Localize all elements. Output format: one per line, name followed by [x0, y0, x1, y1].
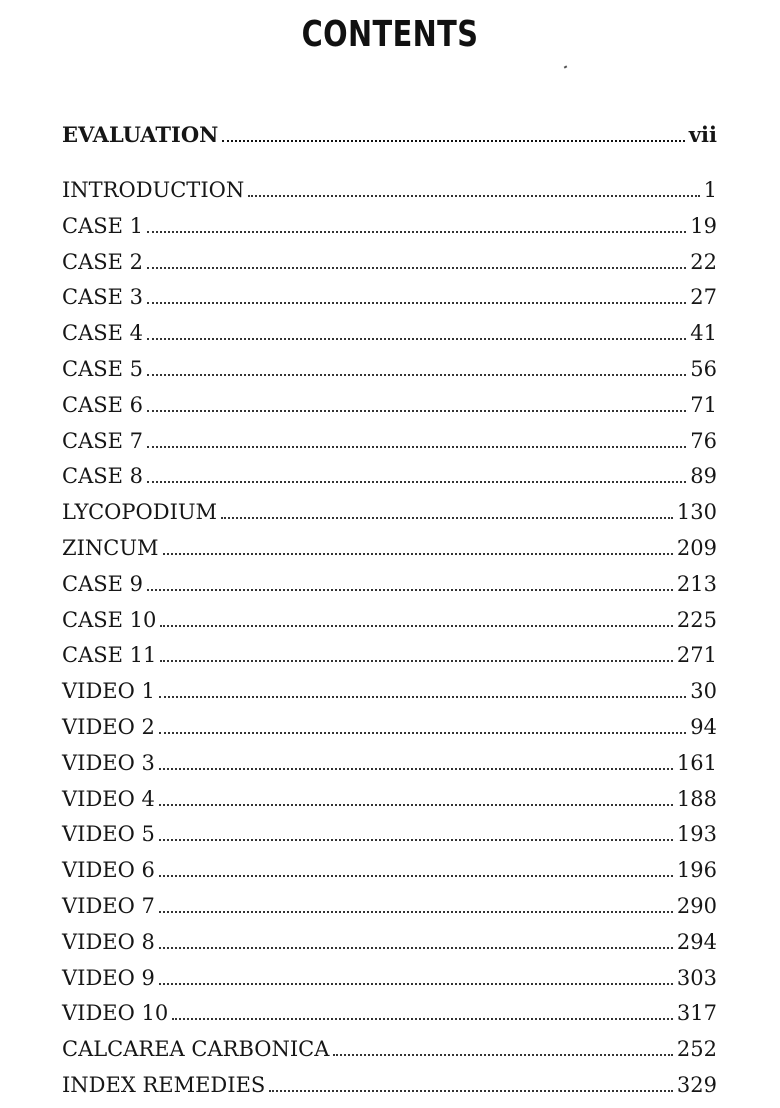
toc-entry-page-number: 22 [690, 249, 717, 274]
toc-entry [62, 247, 717, 277]
toc-entry-page-number: 193 [676, 822, 717, 847]
toc-entry-label: VIDEO 9 [62, 965, 155, 990]
print-speck [564, 65, 568, 68]
toc-entry-page-number: 130 [676, 500, 717, 525]
dot-leader [160, 618, 673, 627]
toc-entry [62, 120, 717, 150]
toc-entry-label: VIDEO 4 [62, 786, 155, 811]
toc-entry-label: EVALUATION [62, 122, 219, 147]
toc-entry [62, 533, 717, 563]
dot-leader [147, 224, 686, 233]
toc-entry-label: INDEX REMEDIES [62, 1073, 266, 1097]
dot-leader [159, 725, 686, 734]
toc-entry [62, 175, 717, 205]
toc-entry-label: ZINCUM [62, 536, 159, 560]
toc-entry-page-number: 27 [690, 285, 717, 310]
toc-entry [62, 605, 717, 635]
toc-entry-page-number: 89 [690, 464, 717, 489]
dot-leader [159, 976, 673, 985]
toc-entry-page-number: 19 [690, 213, 717, 238]
dot-leader [147, 403, 686, 412]
toc-entry-label: CASE 9 [62, 571, 143, 596]
toc-entry-label: CALCAREA CARBONICA [62, 1037, 330, 1062]
toc-entry-label: CASE 3 [62, 285, 143, 310]
toc-entry [62, 426, 717, 456]
page-title: CONTENTS [301, 14, 479, 55]
toc-entry-label: CASE 8 [62, 464, 143, 489]
toc-entry [62, 390, 717, 420]
toc-entry [62, 784, 717, 814]
toc-entry-label: VIDEO 3 [62, 750, 155, 775]
toc-entry-page-number: 290 [676, 894, 717, 918]
toc-entry-page-number: 94 [690, 715, 717, 739]
toc-entry [62, 282, 717, 312]
dot-leader [159, 832, 673, 841]
toc-entry-label: CASE 5 [62, 357, 143, 381]
toc-entry-label: CASE 11 [62, 643, 157, 668]
toc-entry [62, 963, 717, 993]
dot-leader [159, 940, 673, 949]
toc-entry [62, 891, 717, 921]
toc-entry-label: INTRODUCTION [62, 178, 245, 202]
dot-leader [333, 1047, 673, 1056]
toc-entry-label: VIDEO 2 [62, 715, 155, 739]
toc-entry [62, 676, 717, 706]
toc-entry [62, 461, 717, 491]
toc-entry-page-number: 196 [676, 858, 717, 883]
toc-entry-page-number: 76 [690, 428, 717, 453]
dot-leader [159, 904, 673, 913]
dot-leader [163, 546, 673, 555]
toc-entry-page-number: 161 [676, 750, 717, 775]
dot-leader [159, 868, 673, 877]
toc-entry-page-number: 303 [676, 965, 717, 990]
toc-entry-label: CASE 10 [62, 607, 157, 632]
dot-leader [147, 439, 686, 448]
dot-leader [147, 295, 686, 304]
toc-entry [62, 855, 717, 885]
toc-entry [62, 1034, 717, 1064]
toc-entry-page-number: 329 [676, 1073, 717, 1097]
dot-leader [172, 1011, 673, 1020]
toc-entry-page-number: 1 [703, 178, 717, 202]
toc-entry-label: VIDEO 8 [62, 929, 155, 954]
toc-entry-label: CASE 6 [62, 392, 143, 417]
dot-leader [269, 1083, 673, 1092]
toc-entry-page-number: 225 [676, 607, 717, 632]
toc-entry-label: VIDEO 10 [62, 1001, 169, 1026]
toc-entry [62, 819, 717, 849]
dot-leader [160, 653, 673, 662]
toc-entry-page-number: 30 [690, 679, 717, 704]
toc-entry-page-number: 188 [676, 786, 717, 811]
toc-entry-page-number: 252 [676, 1037, 717, 1062]
toc-entry-page-number: vii [688, 122, 717, 147]
toc-entry [62, 640, 717, 670]
toc-entry-page-number: 271 [676, 643, 717, 668]
dot-leader [159, 797, 673, 806]
toc-entry [62, 748, 717, 778]
toc-entry [62, 1070, 717, 1100]
toc-entry-page-number: 294 [676, 929, 717, 954]
dot-leader [147, 260, 686, 269]
toc-entry [62, 211, 717, 241]
toc-entry-label: CASE 1 [62, 213, 143, 238]
dot-leader [147, 582, 673, 591]
toc-entry [62, 354, 717, 384]
toc-entry-label: VIDEO 7 [62, 894, 155, 918]
toc-entry [62, 318, 717, 348]
dot-leader [159, 689, 686, 698]
toc-entry-page-number: 41 [690, 321, 717, 346]
toc-entry-page-number: 213 [676, 571, 717, 596]
toc-entry [62, 927, 717, 957]
dot-leader [147, 367, 686, 376]
toc-entry-page-number: 56 [690, 357, 717, 381]
toc-entry-label: CASE 2 [62, 249, 143, 274]
toc-entry-label: CASE 7 [62, 428, 143, 453]
dot-leader [221, 510, 673, 519]
dot-leader [222, 133, 684, 142]
toc-entry [62, 569, 717, 599]
toc-entry [62, 998, 717, 1028]
toc-entry-label: CASE 4 [62, 321, 143, 346]
toc-entry [62, 497, 717, 527]
toc-entry-label: VIDEO 6 [62, 858, 155, 883]
toc-entry-label: VIDEO 5 [62, 822, 155, 847]
toc-entry-page-number: 317 [676, 1001, 717, 1026]
dot-leader [248, 188, 699, 197]
dot-leader [159, 761, 673, 770]
toc-entry [62, 712, 717, 742]
dot-leader [147, 331, 686, 340]
toc-entry-label: VIDEO 1 [62, 679, 155, 704]
dot-leader [147, 474, 686, 483]
toc-entry-page-number: 71 [690, 392, 717, 417]
toc-entry-label: LYCOPODIUM [62, 500, 218, 525]
toc-entry-page-number: 209 [676, 536, 717, 560]
